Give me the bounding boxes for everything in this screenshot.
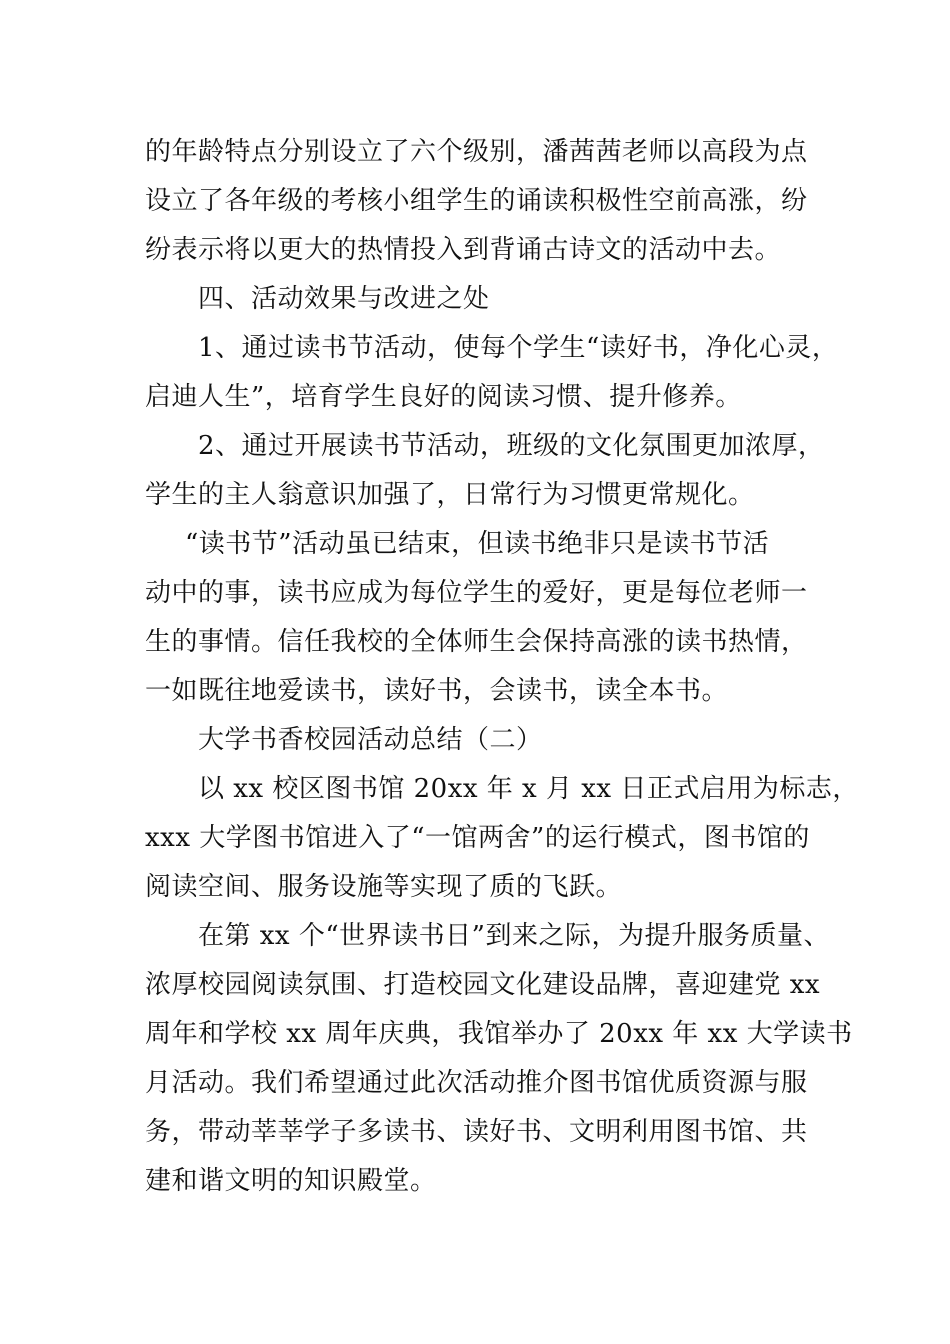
text-line: 生的事情。信任我校的全体师生会保持高涨的读书热情，	[145, 627, 808, 657]
text-line: 的年龄特点分别设立了六个级别，潘茜茜老师以高段为点	[145, 137, 808, 167]
text-line: 月活动。我们希望通过此次活动推介图书馆优质资源与服	[145, 1068, 808, 1098]
text-line: 1、通过读书节活动，使每个学生“读好书，净化心灵，	[198, 333, 839, 363]
text-line: 在第 xx 个“世界读书日”到来之际，为提升服务质量、	[198, 921, 830, 951]
text-line: 阅读空间、服务设施等实现了质的飞跃。	[145, 872, 623, 902]
document-body	[145, 128, 859, 1206]
section-heading: 大学书香校园活动总结（二）	[198, 725, 543, 755]
text-line: 周年和学校 xx 周年庆典，我馆举办了 20xx 年 xx 大学读书	[145, 1019, 853, 1049]
text-line: 设立了各年级的考核小组学生的诵读积极性空前高涨，纷	[145, 186, 808, 216]
text-line: “读书节”活动虽已结束，但读书绝非只是读书节活	[185, 529, 770, 559]
text-line: 务，带动莘莘学子多读书、读好书、文明利用图书馆、共	[145, 1117, 808, 1147]
text-line: 学生的主人翁意识加强了，日常行为习惯更常规化。	[145, 480, 755, 510]
text-line: 浓厚校园阅读氛围、打造校园文化建设品牌，喜迎建党 xx	[145, 970, 821, 1000]
text-line: 2、通过开展读书节活动，班级的文化氛围更加浓厚，	[198, 431, 825, 461]
text-line: 纷表示将以更大的热情投入到背诵古诗文的活动中去。	[145, 235, 782, 265]
section-heading: 四、活动效果与改进之处	[198, 284, 490, 314]
text-line: xxx 大学图书馆进入了“一馆两舍”的运行模式，图书馆的	[145, 823, 810, 853]
text-line: 一如既往地爱读书，读好书，会读书，读全本书。	[145, 676, 729, 706]
text-line: 建和谐文明的知识殿堂。	[145, 1166, 437, 1196]
text-line: 以 xx 校区图书馆 20xx 年 x 月 xx 日正式启用为标志，	[198, 774, 859, 804]
text-line: 动中的事，读书应成为每位学生的爱好，更是每位老师一	[145, 578, 808, 608]
text-line: 启迪人生”，培育学生良好的阅读习惯、提升修养。	[145, 382, 742, 412]
